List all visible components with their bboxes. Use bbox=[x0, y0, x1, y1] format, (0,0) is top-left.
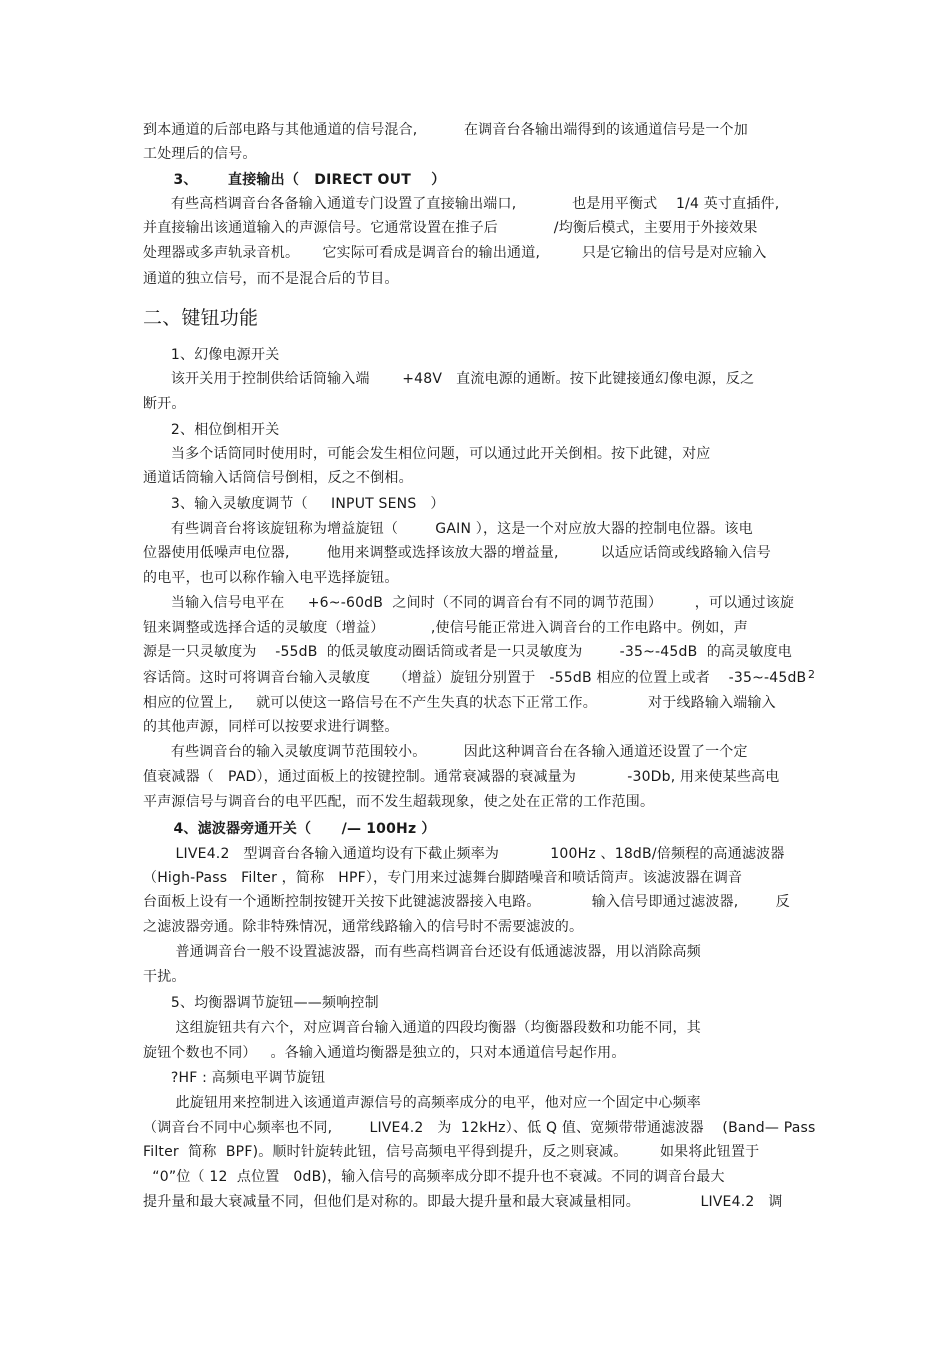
section-heading: 3、输入灵敏度调节（ INPUT SENS ） bbox=[143, 496, 445, 512]
text-line: 该开关用于控制供给话筒输入端 +48V 直流电源的通断。按下此键接通幻像电源，反之 bbox=[143, 371, 755, 387]
text-line: 通道话筒输入话筒信号倒相，反之不倒相。 bbox=[143, 470, 413, 486]
text-line: 提升量和最大衰减量不同，但他们是对称的。即最大提升量和最大衰减量相同。 LIVE4.2 调 bbox=[143, 1194, 783, 1210]
text-line: 位器使用低噪声电位器, 他用来调整或选择该放大器的增益量, 以适应话筒或线路输入信号 bbox=[143, 545, 771, 561]
superscript-mark: 2 bbox=[808, 668, 815, 681]
text-line: 此旋钮用来控制进入该通道声源信号的高频率成分的电平，他对应一个固定中心频率 bbox=[143, 1095, 701, 1111]
section-heading: 3、 直接输出（ DIRECT OUT ） bbox=[143, 172, 446, 188]
text-line: 源是一只灵敏度为 -55dB 的低灵敏度动圈话筒或者是一只灵敏度为 -35~-45dB 的高灵敏度电 bbox=[143, 644, 792, 660]
text-line: 钮来调整或选择合适的灵敏度（增益） ,使信号能正常进入调音台的工作电路中。例如，声 bbox=[143, 620, 748, 636]
section-heading: 2、相位倒相开关 bbox=[143, 422, 280, 438]
text-line: 有些高档调音台各备输入通道专门设置了直接输出端口, 也是用平衡式 1/4 英寸直插件, bbox=[143, 196, 780, 212]
text-line: 值衰减器（ PAD），通过面板上的按键控制。通常衰减器的衰减量为 -30Db, 用来使某些高电 bbox=[143, 769, 780, 785]
text-line: LIVE4.2 型调音台各输入通道均设有下截止频率为 100Hz 、18dB/倍频程的高通滤波器 bbox=[143, 846, 785, 862]
sub-heading: ?HF : 高频电平调节旋钮 bbox=[143, 1070, 326, 1086]
text-line: 之滤波器旁通。除非特殊情况，通常线路输入的信号时不需要滤波的。 bbox=[143, 919, 584, 935]
text-line: 有些调音台的输入灵敏度调节范围较小。 因此这种调音台在各输入通道还设置了一个定 bbox=[143, 744, 748, 760]
text-line: 处理器或多声轨录音机。 它实际可看成是调音台的输出通道, 只是它输出的信号是对应输入 bbox=[143, 245, 767, 261]
text-line: Filter 简称 BPF)。顺时针旋转此钮，信号高频电平得到提升，反之则衰减。 如果将此钮置于 bbox=[143, 1144, 760, 1160]
text-line: 普通调音台一般不设置滤波器，而有些高档调音台还设有低通滤波器，用以消除高频 bbox=[143, 944, 701, 960]
text-line: 相应的位置上, 就可以使这一路信号在不产生失真的状态下正常工作。 对于线路输入端输入 bbox=[143, 695, 776, 711]
text-line: 的其他声源，同样可以按要求进行调整。 bbox=[143, 719, 399, 735]
text-line: 当输入信号电平在 +6~-60dB 之间时（不同的调音台有不同的调节范围） ，可以通过该旋 bbox=[143, 595, 795, 611]
text-line: 台面板上设有一个通断控制按键开关按下此键滤波器接入电路。 输入信号即通过滤波器, 反 bbox=[143, 894, 790, 910]
text-line: 工处理后的信号。 bbox=[143, 146, 257, 162]
text-line: 当多个话筒同时使用时，可能会发生相位问题，可以通过此开关倒相。按下此键，对应 bbox=[143, 446, 711, 462]
text-line: 这组旋钮共有六个，对应调音台输入通道的四段均衡器（均衡器段数和功能不同，其 bbox=[143, 1020, 701, 1036]
chapter-heading: 二、键钮功能 bbox=[143, 307, 259, 329]
text-line: 并直接输出该通道输入的声源信号。它通常设置在推子后 /均衡后模式，主要用于外接效果 bbox=[143, 220, 758, 236]
text-line: 到本通道的后部电路与其他通道的信号混合, 在调音台各输出端得到的该通道信号是一个加 bbox=[143, 122, 748, 138]
section-heading: 5、均衡器调节旋钮——频响控制 bbox=[143, 995, 379, 1011]
section-heading: 4、滤波器旁通开关（ /— 100Hz ） bbox=[143, 821, 436, 837]
text-line: （调音台不同中心频率也不同, LIVE4.2 为 12kHz）、低 Q 值、宽频带带通滤波器 (Band— Pass bbox=[143, 1120, 816, 1136]
text-line: 的电平，也可以称作输入电平选择旋钮。 bbox=[143, 570, 399, 586]
text-line: 旋钮个数也不同） 。各输入通道均衡器是独立的，只对本通道信号起作用。 bbox=[143, 1045, 626, 1061]
text-line: “0”位（ 12 点位置 0dB)，输入信号的高频率成分即不提升也不衰减。不同的调音台最大 bbox=[143, 1169, 725, 1185]
text-line: 断开。 bbox=[143, 396, 186, 412]
text-line: 容话筒。这时可将调音台输入灵敏度 （增益）旋钮分别置于 -55dB 相应的位置上或者 -35~-45dB bbox=[143, 670, 807, 686]
text-line: 通道的独立信号，而不是混合后的节目。 bbox=[143, 271, 399, 287]
text-line: 有些调音台将该旋钮称为增益旋钮（ GAIN ），这是一个对应放大器的控制电位器。该电 bbox=[143, 521, 753, 537]
text-line: 干扰。 bbox=[143, 969, 186, 985]
text-line: 平声源信号与调音台的电平匹配，而不发生超载现象，使之处在正常的工作范围。 bbox=[143, 794, 655, 810]
section-heading: 1、幻像电源开关 bbox=[143, 347, 280, 363]
text-line: （High-Pass Filter ，简称 HPF），专门用来过滤舞台脚踏噪音和喷话筒声。该滤波器在调音 bbox=[143, 870, 743, 886]
